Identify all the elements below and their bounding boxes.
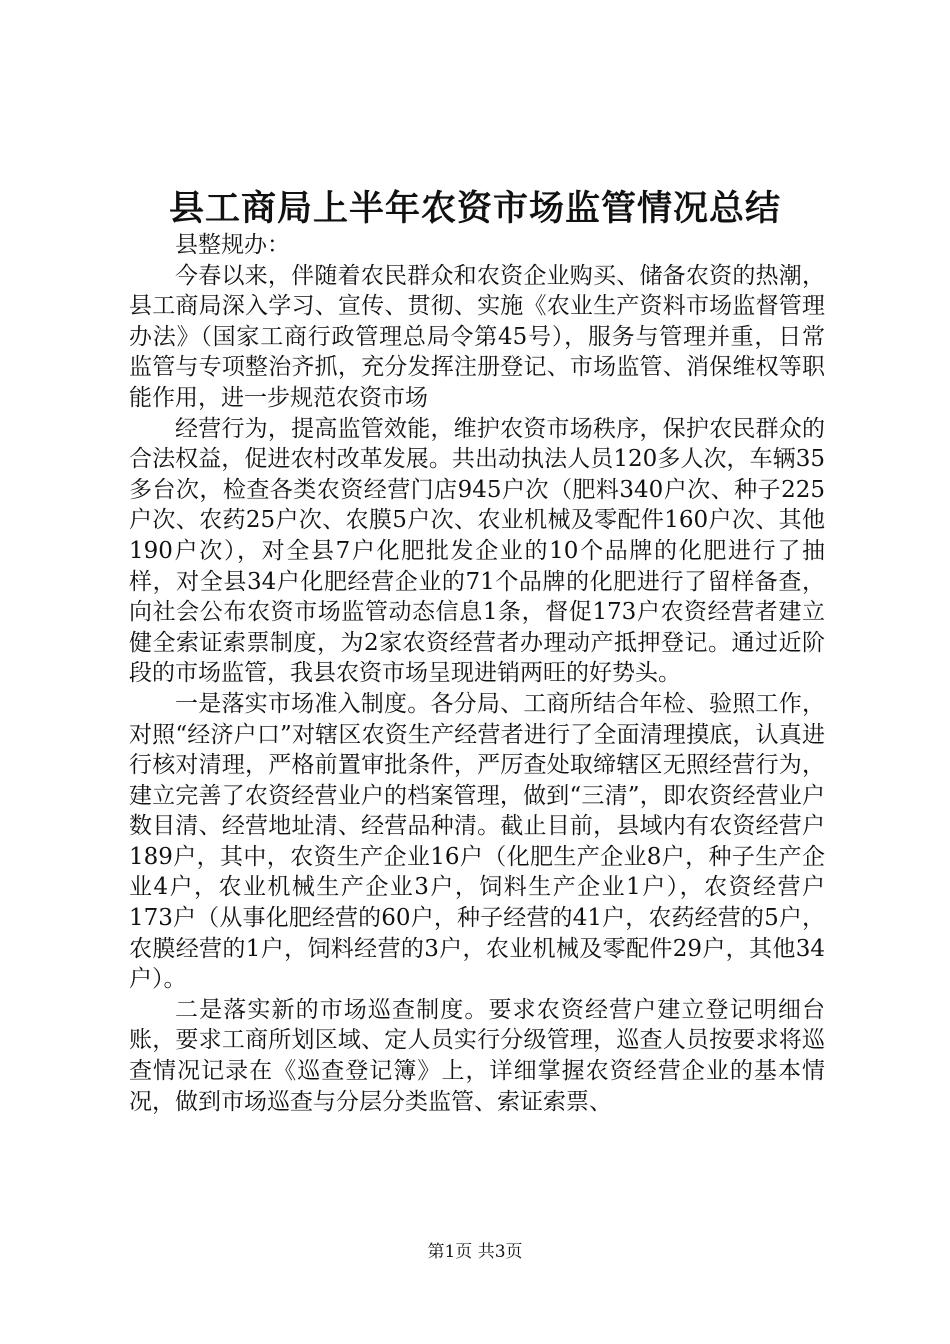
paragraph: 二是落实新的市场巡查制度。要求农资经营户建立登记明细台账，要求工商所划区域、定人员实行分级管理，巡查人员按要求将巡查情况记录在《巡查登记簿》上，详细掌握农资经营企业的基本情况，做到市场巡查与分层分类监管、索证索票、 (129, 996, 825, 1115)
page-number-footer: 第1页 共3页 (427, 1242, 523, 1262)
document-body (129, 230, 825, 1117)
salutation: 县整规办： (175, 232, 290, 258)
paragraph: 一是落实市场准入制度。各分局、工商所结合年检、验照工作，对照“经济户口”对辖区农资生产经营者进行了全面清理摸底，认真进行核对清理，严格前置审批条件，严厉查处取缔辖区无照经营行为，建立完善了农资经营业户的档案管理，做到“三清”，即农资经营业户数目清、经营地址清、经营品种清。截止目前，县域内有农资经营户189户，其中，农资生产企业16户（化肥生产企业8户，种子生产企业4户，农业机械生产企业3户，饲料生产企业1户），农资经营户173户（从事化肥经营的60户，种子经营的41户，农药经营的5户，农膜经营的1户，饲料经营的3户，农业机械及零配件29户，其他34户）。 (129, 690, 825, 993)
paragraph: 今春以来，伴随着农民群众和农资企业购买、储备农资的热潮，县工商局深入学习、宣传、贯彻、实施《农业生产资料市场监督管理办法》（国家工商行政管理总局令第45号），服务与管理并重，日常监管与专项整治齐抓，充分发挥注册登记、市场监管、消保维权等职能作用，进一步规范农资市场 (129, 262, 825, 411)
document-title: 县工商局上半年农资市场监管情况总结 (168, 188, 781, 229)
paragraph: 经营行为，提高监管效能，维护农资市场秩序，保护农民群众的合法权益，促进农村改革发展。共出动执法人员120多人次，车辆35多台次，检查各类农资经营门店945户次（肥料340户次、种子225户次、农药25户次、农膜5户次、农业机械及零配件160户次、其他190户次），对全县7户化肥批发企业的10个品牌的化肥进行了抽样，对全县34户化肥经营企业的71个品牌的化肥进行了留样备查，向社会公布农资市场监管动态信息1条，督促173户农资经营者建立健全索证索票制度，为2家农资经营者办理动产抵押登记。通过近阶段的市场监管，我县农资市场呈现进销两旺的好势头。 (129, 415, 825, 687)
